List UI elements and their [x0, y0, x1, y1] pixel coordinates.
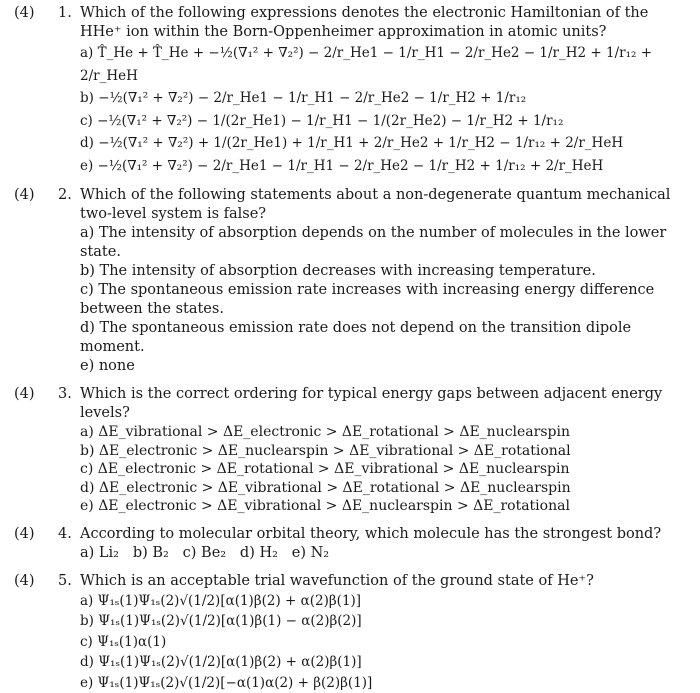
option-b[interactable]: b) Ψ₁ₛ(1)Ψ₁ₛ(2)√(1/2)[α(1)β(1) − α(2)β(2)]: [80, 611, 690, 632]
question-text: Which of the following statements about a non-degenerate quantum mechanical two-level system is false?: [80, 186, 690, 224]
question-1: [14, 4, 690, 177]
option-a[interactable]: a) T̂_He + T̂_He + −½(∇₁² + ∇₂²) − 2/r_He1 − 1/r_H1 − 2/r_He2 − 1/r_H2 + 1/r₁₂ + 2/r_HeH: [80, 42, 690, 87]
question-stem: [58, 525, 690, 544]
question-text: Which of the following expressions denotes the electronic Hamiltonian of the HHe⁺ ion within the Born-Oppenheimer approximation in atomic units?: [80, 4, 690, 42]
option-b[interactable]: b) The intensity of absorption decreases with increasing temperature.: [80, 262, 690, 281]
option-list: [58, 591, 690, 693]
question-number: 3.: [58, 385, 80, 423]
question-points: (4): [14, 186, 58, 376]
option-list: [58, 423, 690, 516]
option-a[interactable]: a) Ψ₁ₛ(1)Ψ₁ₛ(2)√(1/2)[α(1)β(2) + α(2)β(1)]: [80, 591, 690, 612]
question-points: (4): [14, 385, 58, 516]
option-d[interactable]: d) Ψ₁ₛ(1)Ψ₁ₛ(2)√(1/2)[α(1)β(2) + α(2)β(1)]: [80, 652, 690, 673]
option-d[interactable]: d) −½(∇₁² + ∇₂²) + 1/(2r_He1) + 1/r_H1 + 2/r_He2 + 1/r_H2 − 1/r₁₂ + 2/r_HeH: [80, 132, 690, 155]
question-points: (4): [14, 572, 58, 693]
option-c[interactable]: c) Ψ₁ₛ(1)α(1): [80, 632, 690, 653]
option-a[interactable]: a) The intensity of absorption depends on the number of molecules in the lower state.: [80, 224, 690, 262]
option-c[interactable]: c) −½(∇₁² + ∇₂²) − 1/(2r_He1) − 1/r_H1 − 1/(2r_He2) − 1/r_H2 + 1/r₁₂: [80, 110, 690, 133]
option-list: [58, 42, 690, 177]
question-stem: [58, 385, 690, 423]
option-c[interactable]: c) The spontaneous emission rate increases with increasing energy difference between the states.: [80, 281, 690, 319]
option-e[interactable]: e) ΔE_electronic > ΔE_vibrational > ΔE_nuclearspin > ΔE_rotational: [80, 497, 690, 516]
question-4: [14, 525, 690, 563]
question-number: 1.: [58, 4, 80, 42]
question-stem: [58, 186, 690, 224]
option-e[interactable]: e) −½(∇₁² + ∇₂²) − 2/r_He1 − 1/r_H1 − 2/r_He2 − 1/r_H2 + 1/r₁₂ + 2/r_HeH: [80, 155, 690, 178]
question-stem: [58, 572, 690, 591]
option-d[interactable]: d) ΔE_electronic > ΔE_vibrational > ΔE_rotational > ΔE_nuclearspin: [80, 479, 690, 498]
question-points: (4): [14, 525, 58, 563]
question-body: [58, 186, 690, 376]
option-a[interactable]: a) ΔE_vibrational > ΔE_electronic > ΔE_rotational > ΔE_nuclearspin: [80, 423, 690, 442]
option-list: [58, 224, 690, 376]
question-text: Which is the correct ordering for typical energy gaps between adjacent energy levels?: [80, 385, 690, 423]
question-body: [58, 572, 690, 693]
question-number: 4.: [58, 525, 80, 544]
option-d[interactable]: d) The spontaneous emission rate does not depend on the transition dipole moment.: [80, 319, 690, 357]
question-stem: [58, 4, 690, 42]
question-3: [14, 385, 690, 516]
question-2: [14, 186, 690, 376]
question-points: (4): [14, 4, 58, 177]
option-row[interactable]: a) Li₂ b) B₂ c) Be₂ d) H₂ e) N₂: [80, 544, 690, 563]
question-body: [58, 4, 690, 177]
option-c[interactable]: c) ΔE_electronic > ΔE_rotational > ΔE_vibrational > ΔE_nuclearspin: [80, 460, 690, 479]
option-b[interactable]: b) ΔE_electronic > ΔE_nuclearspin > ΔE_vibrational > ΔE_rotational: [80, 442, 690, 461]
question-5: [14, 572, 690, 693]
option-e[interactable]: e) none: [80, 357, 690, 376]
question-body: [58, 385, 690, 516]
question-text: Which is an acceptable trial wavefunction of the ground state of He⁺?: [80, 572, 690, 591]
question-text: According to molecular orbital theory, which molecule has the strongest bond?: [80, 525, 690, 544]
question-number: 2.: [58, 186, 80, 224]
question-body: [58, 525, 690, 563]
option-e[interactable]: e) Ψ₁ₛ(1)Ψ₁ₛ(2)√(1/2)[−α(1)α(2) + β(2)β(1)]: [80, 673, 690, 693]
question-number: 5.: [58, 572, 80, 591]
option-b[interactable]: b) −½(∇₁² + ∇₂²) − 2/r_He1 − 1/r_H1 − 2/r_He2 − 1/r_H2 + 1/r₁₂: [80, 87, 690, 110]
option-list: [58, 544, 690, 563]
